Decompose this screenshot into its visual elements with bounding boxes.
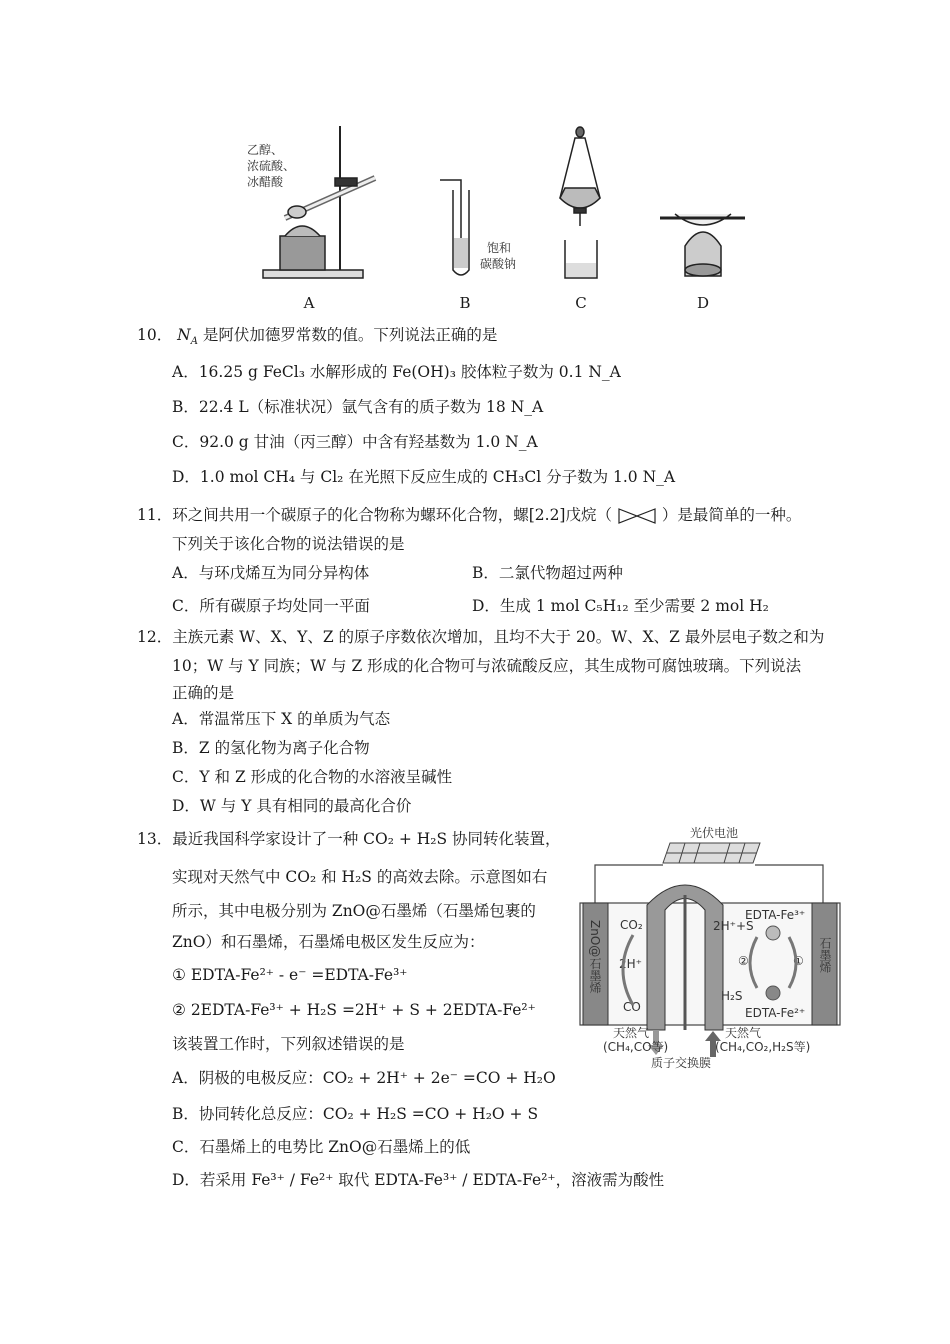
edta3-label: EDTA-Fe³⁺ (745, 908, 806, 922)
option-d: D．若采用 Fe³⁺ / Fe²⁺ 取代 EDTA-Fe³⁺ / EDTA-Fe²⁺，溶液需为酸性 (172, 1171, 665, 1189)
option-c: C．92.0 g 甘油（丙三醇）中含有羟基数为 1.0 N_A (172, 433, 538, 451)
left-electrode-label: ZnO@石墨烯 (588, 920, 602, 994)
reagent-label: 浓硫酸、 (247, 159, 296, 173)
question-stem: 最近我国科学家设计了一种 CO₂ + H₂S 协同转化装置， (172, 830, 561, 848)
question-12 (137, 627, 824, 647)
question-stem: 该装置工作时，下列叙述错误的是 (172, 1035, 405, 1053)
gas-out-composition: (CH₄,CO等) (603, 1040, 669, 1054)
right-electrode-label: 石墨烯 (818, 937, 832, 973)
question-stem: 环之间共用一个碳原子的化合物称为螺环化合物，螺[2.2]戊烷（ (172, 506, 612, 524)
option-b: B．协同转化总反应：CO₂ + H₂S =CO + H₂O + S (172, 1105, 539, 1123)
apparatus-label-a: A (303, 294, 315, 312)
edta-fe2-sphere (766, 986, 780, 1000)
spiropentane-structure (617, 507, 657, 525)
reagent-label: 饱和 (487, 241, 512, 255)
apparatus-d (660, 214, 745, 276)
question-stem: 10；W 与 Y 同族；W 与 Z 形成的化合物可与浓硫酸反应，其生成物可腐蚀玻璃。下列说法 (172, 657, 802, 675)
question-stem: 下列关于该化合物的说法错误的是 (172, 535, 405, 553)
question-number: 12． (137, 628, 173, 646)
hplus-label: 2H⁺ (619, 957, 642, 971)
option-a: A．与环戊烯互为同分异构体 (172, 564, 370, 582)
option-c: C．所有碳原子均处同一平面 (172, 597, 370, 615)
question-stem: 主族元素 W、X、Y、Z 的原子序数依次增加，且均不大于 20。W、X、Z 最外层电子数之和为 (172, 628, 825, 646)
question-number: 10． (137, 326, 173, 344)
option-d: D．生成 1 mol C₅H₁₂ 至少需要 2 mol H₂ (472, 597, 769, 615)
question-stem: ）是最简单的一种。 (661, 506, 802, 524)
option-a: A．常温常压下 X 的单质为气态 (172, 710, 391, 728)
option-a: A．16.25 g FeCl₃ 水解形成的 Fe(OH)₃ 胶体粒子数为 0.1 N_A (172, 363, 621, 381)
option-b: B．Z 的氢化物为离子化合物 (172, 739, 370, 757)
edta2-label: EDTA-Fe²⁺ (745, 1006, 806, 1020)
question-stem: ZnO）和石墨烯，石墨烯电极区发生反应为： (172, 933, 485, 951)
reagent-label: 乙醇、 (247, 143, 284, 157)
solar-label: 光伏电池 (690, 826, 739, 840)
avogadro-symbol: $N_A$ (177, 326, 198, 348)
reaction-1: ① EDTA-Fe²⁺ - e⁻ =EDTA-Fe³⁺ (172, 966, 408, 984)
question-stem: 是阿伏加德罗常数的值。下列说法正确的是 (202, 326, 498, 344)
cycle-2-label: ② (738, 954, 749, 968)
question-stem: 正确的是 (172, 684, 235, 702)
reagent-label: 碳酸钠 (480, 257, 517, 271)
membrane-label: 质子交换膜 (651, 1056, 712, 1070)
option-c: C．石墨烯上的电势比 ZnO@石墨烯上的低 (172, 1138, 471, 1156)
option-a: A．阴极的电极反应：CO₂ + 2H⁺ + 2e⁻ =CO + H₂O (172, 1069, 556, 1087)
apparatus-label-d: D (696, 294, 710, 312)
question-10 (137, 325, 497, 352)
co2-label: CO₂ (620, 918, 643, 932)
gas-in-label: 天然气 (725, 1026, 762, 1040)
gas-in-composition: (CH₄,CO₂,H₂S等) (715, 1040, 811, 1054)
question-stem: 实现对天然气中 CO₂ 和 H₂S 的高效去除。示意图如右 (172, 868, 548, 886)
apparatus-label-b: B (459, 294, 471, 312)
question-11 (137, 505, 801, 525)
apparatus-c (560, 127, 600, 278)
co2-h2s-device-diagram (575, 825, 845, 1075)
edta-fe3-sphere (766, 926, 780, 940)
apparatus-label-c: C (575, 294, 587, 312)
apparatus-b (440, 180, 469, 275)
reagent-label: 冰醋酸 (247, 175, 284, 189)
question-number: 13． (137, 830, 173, 848)
solar-panel-icon (663, 843, 760, 863)
apparatus-figure (235, 118, 755, 293)
question-13 (137, 829, 561, 849)
hs-label: 2H⁺+S (713, 919, 754, 933)
option-b: B．二氯代物超过两种 (472, 564, 623, 582)
reaction-2: ② 2EDTA-Fe³⁺ + H₂S =2H⁺ + S + 2EDTA-Fe²⁺ (172, 1001, 536, 1019)
h2s-label: H₂S (721, 989, 743, 1003)
option-d: D．1.0 mol CH₄ 与 Cl₂ 在光照下反应生成的 CH₃Cl 分子数为 1.0 N_A (172, 468, 676, 486)
co-label: CO (623, 1000, 641, 1014)
cycle-1-label: ① (793, 954, 804, 968)
option-d: D．W 与 Y 具有相同的最高化合价 (172, 797, 412, 815)
option-b: B．22.4 L（标准状况）氩气含有的质子数为 18 N_A (172, 398, 544, 416)
gas-out-label: 天然气 (613, 1026, 650, 1040)
question-stem: 所示，其中电极分别为 ZnO@石墨烯（石墨烯包裹的 (172, 902, 536, 920)
option-c: C．Y 和 Z 形成的化合物的水溶液呈碱性 (172, 768, 453, 786)
question-number: 11． (137, 506, 173, 524)
